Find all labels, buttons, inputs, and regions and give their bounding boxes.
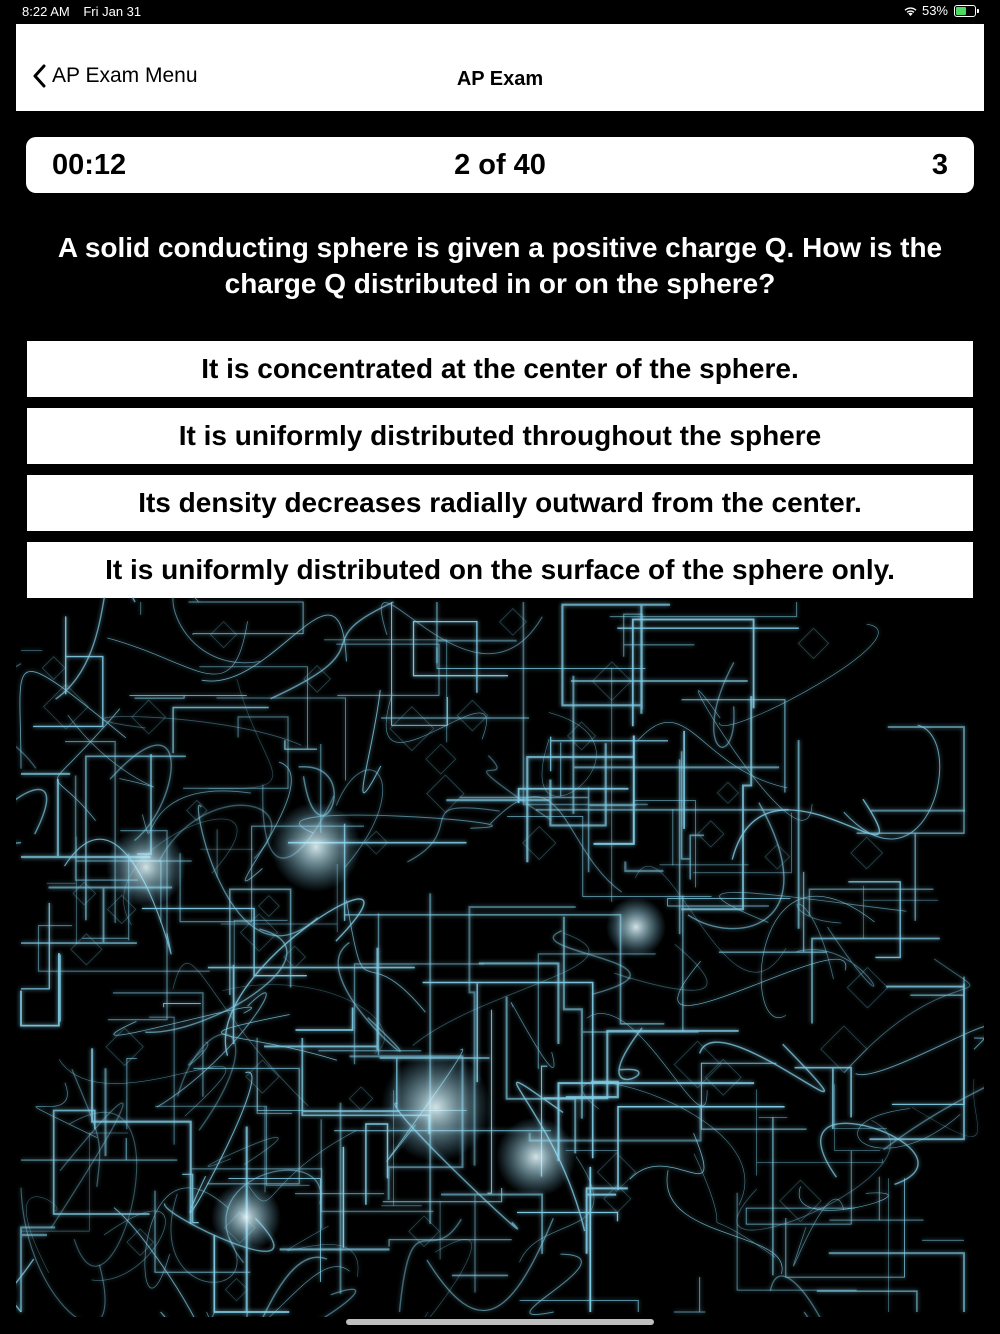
circuit-lines xyxy=(16,597,984,1317)
wifi-icon xyxy=(903,5,918,17)
answer-option-2[interactable]: It is uniformly distributed throughout the sphere xyxy=(27,408,973,464)
battery-charging-icon xyxy=(954,5,976,17)
battery-fill xyxy=(956,7,966,15)
score: 3 xyxy=(931,149,948,181)
status-time: 8:22 AM xyxy=(22,4,70,19)
status-date: Fri Jan 31 xyxy=(83,4,142,19)
circuit-network-art xyxy=(16,597,984,1317)
answer-option-4[interactable]: It is uniformly distributed on the surface of the sphere only. xyxy=(27,542,973,598)
answer-option-3[interactable]: Its density decreases radially outward from the center. xyxy=(27,475,973,531)
battery-percent: 53% xyxy=(921,3,948,18)
timer: 00:12 xyxy=(52,149,127,181)
status-bar xyxy=(0,0,1000,22)
status-right xyxy=(903,3,976,18)
page-title: AP Exam xyxy=(456,68,544,90)
nav-bar xyxy=(16,24,984,111)
home-indicator[interactable] xyxy=(346,1319,654,1325)
question-progress: 2 of 40 xyxy=(454,149,546,181)
exam-info-bar xyxy=(26,137,974,193)
back-button-label: AP Exam Menu xyxy=(52,64,198,87)
question-text: A solid conducting sphere is given a positive charge Q. How is the charge Q distributed in or on the sphere? xyxy=(57,232,943,299)
status-left xyxy=(22,4,141,19)
answer-option-1[interactable]: It is concentrated at the center of the sphere. xyxy=(27,341,973,397)
